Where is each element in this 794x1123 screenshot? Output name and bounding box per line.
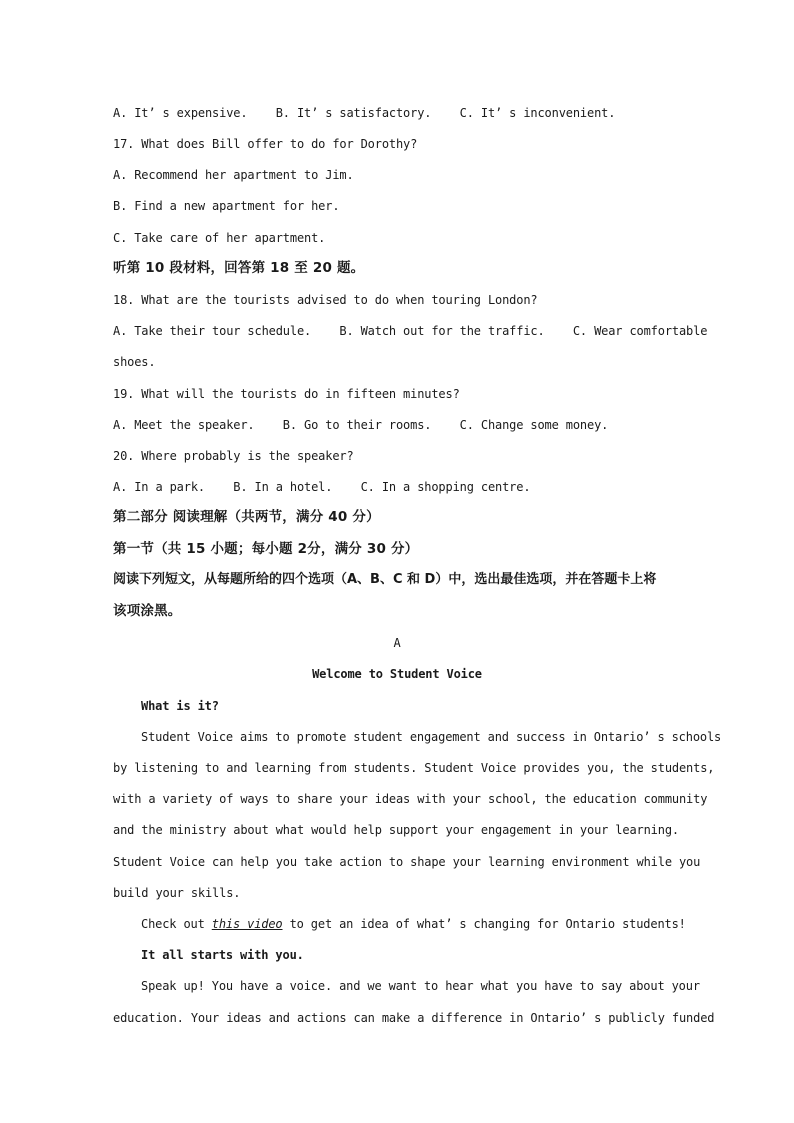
para3-line1: Speak up! You have a voice. and we want to hear what you have to say about your [141,979,700,993]
subheading-what-is-it: What is it? [141,699,219,713]
q17-option-c: C. Take care of her apartment. [113,231,326,245]
para1-line6: build your skills. [113,886,241,900]
q18-options-line2: shoes. [113,355,156,369]
para2 [141,916,686,932]
part2-section1: 第一节（共 15 小题；每小题 2分，满分 30 分） [113,541,419,557]
q20-question: 20. Where probably is the speaker? [113,449,354,463]
q19-question: 19. What will the tourists do in fifteen minutes? [113,387,460,401]
q16-options: A. It’ s expensive. B. It’ s satisfactory. C. It’ s inconvenient. [113,106,616,120]
section10-instruction: 听第 10 段材料，回答第 18 至 20 题。 [113,260,365,276]
para1-line5: Student Voice can help you take action to shape your learning environment while you [113,855,701,869]
q18-options-line1: A. Take their tour schedule. B. Watch out for the traffic. C. Wear comfortable [113,324,708,338]
part2-instruction-line1: 阅读下列短文，从每题所给的四个选项（A、B、C 和 D）中，选出最佳选项，并在答题卡上将 [113,572,657,587]
para2-text-after: to get an idea of what’ s changing for Ontario students! [282,917,686,931]
para1-line1: Student Voice aims to promote student engagement and success in Ontario’ s schools [141,730,722,744]
part2-heading: 第二部分 阅读理解（共两节，满分 40 分） [113,509,380,525]
passage-title: Welcome to Student Voice [312,667,482,681]
q17-question: 17. What does Bill offer to do for Dorothy? [113,137,418,151]
q18-question: 18. What are the tourists advised to do when touring London? [113,293,538,307]
part2-instruction-line2: 该项涂黑。 [113,603,182,619]
para2-text-before: Check out [141,917,212,931]
q17-option-a: A. Recommend her apartment to Jim. [113,168,354,182]
q19-options: A. Meet the speaker. B. Go to their rooms. C. Change some money. [113,418,609,432]
q20-options: A. In a park. B. In a hotel. C. In a shopping centre. [113,480,531,494]
para1-line3: with a variety of ways to share your ideas with your school, the education community [113,792,708,806]
passage-label: A [393,636,401,650]
para1-line2: by listening to and learning from students. Student Voice provides you, the students, [113,761,715,775]
subheading-starts-with-you: It all starts with you. [141,948,304,962]
video-link[interactable]: this video [211,917,283,931]
para3-line2: education. Your ideas and actions can make a difference in Ontario’ s publicly funded [113,1011,715,1025]
para1-line4: and the ministry about what would help support your engagement in your learning. [113,823,679,837]
q17-option-b: B. Find a new apartment for her. [113,199,340,213]
